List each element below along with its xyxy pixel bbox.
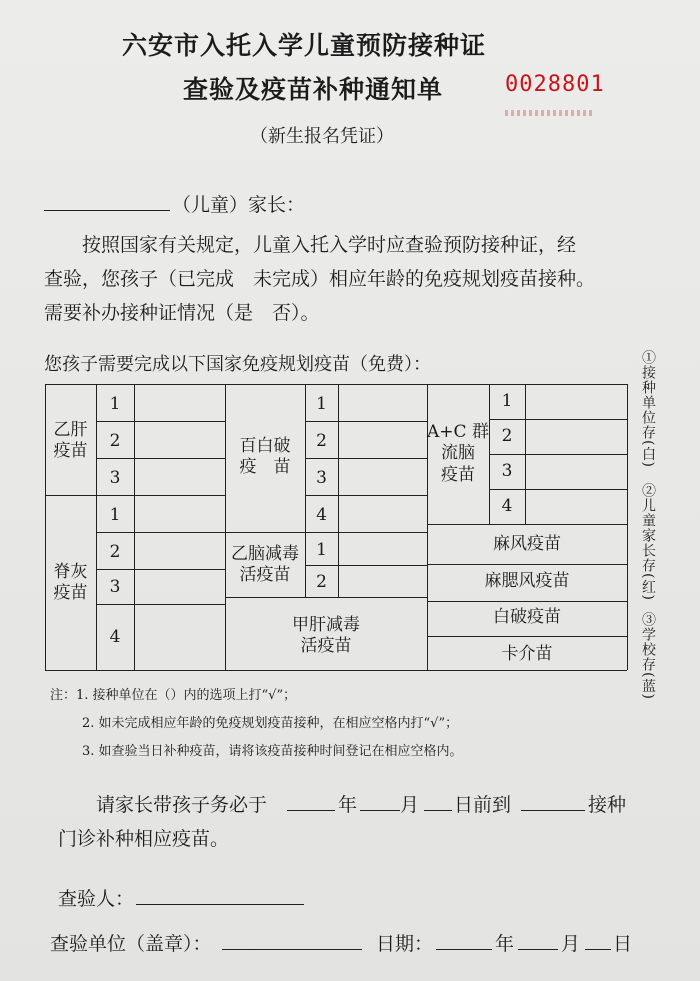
note-1: 注：1. 接种单位在（）内的选项上打“√”； xyxy=(50,688,297,703)
title-line-1: 六安市入托入学儿童预防接种证 xyxy=(122,31,487,60)
side-note-3: ③学校存(蓝) xyxy=(640,612,656,700)
bcg-vaccine-label: 卡介苗 xyxy=(501,644,553,664)
child-name-blank[interactable] xyxy=(44,210,170,211)
dtp-dose-1: 1 xyxy=(316,394,327,414)
date-label: 日期： xyxy=(376,933,434,955)
date-day: 日 xyxy=(613,933,633,955)
inspector-label: 查验人： xyxy=(58,888,135,910)
date-month-blank[interactable] xyxy=(518,949,558,950)
je-dose-1: 1 xyxy=(316,540,327,560)
hepb-dose-3: 3 xyxy=(109,468,121,488)
polio-dose-1: 1 xyxy=(109,505,121,525)
polio-vaccine-label: 脊灰 疫苗 xyxy=(53,562,88,604)
paragraph-line-2: 查验，您孩子（已完成 未完成）相应年龄的免疫规划疫苗接种。 xyxy=(44,268,596,290)
reminder-clinic-blank[interactable] xyxy=(521,810,585,811)
hepb-dose-1: 1 xyxy=(109,394,121,414)
dtp-dose-3: 3 xyxy=(316,468,327,488)
title-line-2: 查验及疫苗补种通知单 xyxy=(183,75,444,104)
menac-dose-1: 1 xyxy=(501,391,513,411)
unit-label: 查验单位（盖章）： xyxy=(50,933,212,955)
reminder-day-blank[interactable] xyxy=(424,810,452,811)
red-stamp-mark xyxy=(505,110,595,116)
unit-blank[interactable] xyxy=(222,949,362,950)
paragraph-line-3: 需要补办接种证情况（是 否）。 xyxy=(44,302,320,324)
hepa-live-vaccine-label: 甲肝减毒 活疫苗 xyxy=(292,615,360,657)
hepb-dose-2: 2 xyxy=(109,431,121,451)
dt-vaccine-label: 白破疫苗 xyxy=(493,607,561,627)
inspector-blank[interactable] xyxy=(136,904,304,905)
menac-dose-4: 4 xyxy=(501,496,513,516)
serial-number: 0028801 xyxy=(505,72,605,97)
reminder-year-blank[interactable] xyxy=(287,810,335,811)
reminder-year: 年 xyxy=(338,794,358,816)
reminder-month-blank[interactable] xyxy=(360,810,400,811)
hepb-vaccine-label: 乙肝 疫苗 xyxy=(53,420,88,462)
side-note-1: ①接种单位存(白) xyxy=(640,350,656,468)
note-3: 3. 如查验当日补种疫苗，请将该疫苗接种时间登记在相应空格内。 xyxy=(82,744,463,759)
menac-dose-2: 2 xyxy=(501,426,513,446)
polio-dose-2: 2 xyxy=(109,542,121,562)
dtp-dose-2: 2 xyxy=(316,431,327,451)
greeting: （儿童）家长： xyxy=(172,194,306,216)
dtp-dose-4: 4 xyxy=(316,505,327,525)
mmr-vaccine-label: 麻腮风疫苗 xyxy=(484,571,570,591)
table-intro: 您孩子需要完成以下国家免疫规划疫苗（免费）： xyxy=(44,354,431,375)
je-live-vaccine-label: 乙脑减毒 活疫苗 xyxy=(231,544,299,586)
date-year: 年 xyxy=(495,933,515,955)
menac-vaccine-label: A+C 群 流脑 疫苗 xyxy=(427,422,489,485)
date-year-blank[interactable] xyxy=(436,949,492,950)
date-day-blank[interactable] xyxy=(585,949,611,950)
polio-dose-3: 3 xyxy=(109,577,121,597)
reminder-line-2: 门诊补种相应疫苗。 xyxy=(58,828,230,850)
dtp-vaccine-label: 百白破 疫 苗 xyxy=(239,436,291,478)
measles-vaccine-label: 麻风疫苗 xyxy=(493,534,561,554)
polio-dose-4: 4 xyxy=(109,627,121,647)
reminder-clinic: 接种 xyxy=(588,794,627,816)
je-dose-2: 2 xyxy=(316,572,327,592)
date-month: 月 xyxy=(561,933,581,955)
paragraph-line-1: 按照国家有关规定，儿童入托入学时应查验预防接种证，经 xyxy=(82,234,577,256)
reminder-day: 日前到 xyxy=(454,794,512,816)
subtitle: （新生报名凭证） xyxy=(250,126,394,147)
menac-dose-3: 3 xyxy=(501,461,513,481)
side-note-2: ②儿童家长存(红) xyxy=(640,483,656,601)
note-2: 2. 如未完成相应年龄的免疫规划疫苗接种，在相应空格内打“√”； xyxy=(82,716,459,731)
reminder-text: 请家长带孩子务必于 xyxy=(96,794,268,816)
reminder-month: 月 xyxy=(400,794,420,816)
